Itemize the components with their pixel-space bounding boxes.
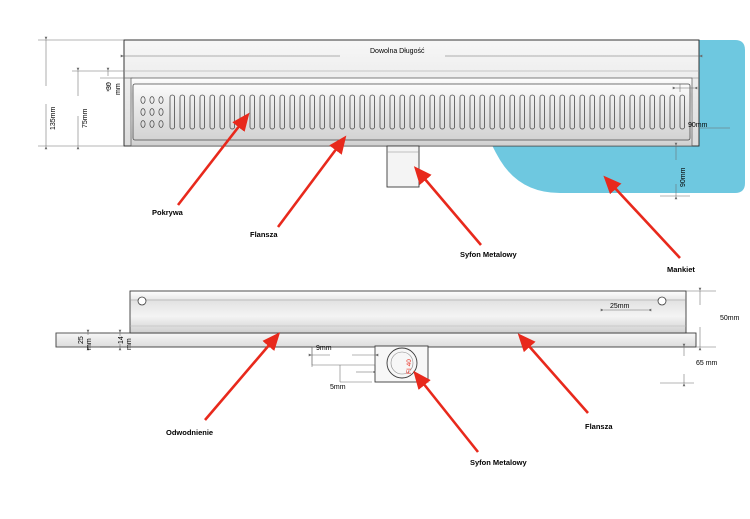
callout-flansza-side: Flansza <box>585 422 613 431</box>
callout-syfon-metalowy-side: Syfon Metalowy <box>470 458 527 467</box>
callout-odwodnienie: Odwodnienie <box>166 428 214 437</box>
arrow-odwodnienie <box>205 344 270 420</box>
trap-housing <box>375 346 428 382</box>
dim-25-unit: mm <box>86 338 93 350</box>
dim-50mm: 50mm <box>720 315 740 322</box>
dim-30: 30 <box>106 82 113 90</box>
mounting-hole-left <box>138 297 146 305</box>
mounting-hole-right <box>658 297 666 305</box>
dim-dowolna-dlugosc: Dowolna Długość <box>370 48 425 55</box>
arrow-syfon-metalowy-side <box>423 383 478 452</box>
arrow-syfon-metalowy <box>424 178 481 245</box>
dim-30-unit: mm <box>115 83 122 95</box>
callout-flansza: Flansza <box>250 230 278 239</box>
dim-25mm-top: 25mm <box>610 303 630 310</box>
dim-135mm: 135mm <box>50 106 57 130</box>
top-view-outlet <box>387 146 419 187</box>
dim-65mm: 65 mm <box>696 360 718 367</box>
dim-90mm-width: 90mm <box>688 122 708 129</box>
dim-14-unit: mm <box>126 338 133 350</box>
side-view-body <box>56 291 696 382</box>
cover-plate <box>133 84 690 140</box>
callout-syfon-metalowy: Syfon Metalowy <box>460 250 517 259</box>
callout-pokrywa: Pokrywa <box>152 208 183 217</box>
dim-9mm: 9mm <box>316 345 332 352</box>
dim-75mm: 75mm <box>82 108 89 128</box>
dim-14: 14 <box>118 336 125 344</box>
arrow-flansza <box>278 148 337 227</box>
callout-mankiet: Mankiet <box>667 265 695 274</box>
arrow-flansza-side <box>528 345 588 413</box>
dim-90mm-depth: 90mm <box>680 167 687 187</box>
arrow-mankiet <box>614 187 680 258</box>
dim-pipe-fi40: FI 40 <box>406 359 413 374</box>
dim-5mm: 5mm <box>330 384 346 391</box>
dim-25: 25 <box>78 336 85 344</box>
